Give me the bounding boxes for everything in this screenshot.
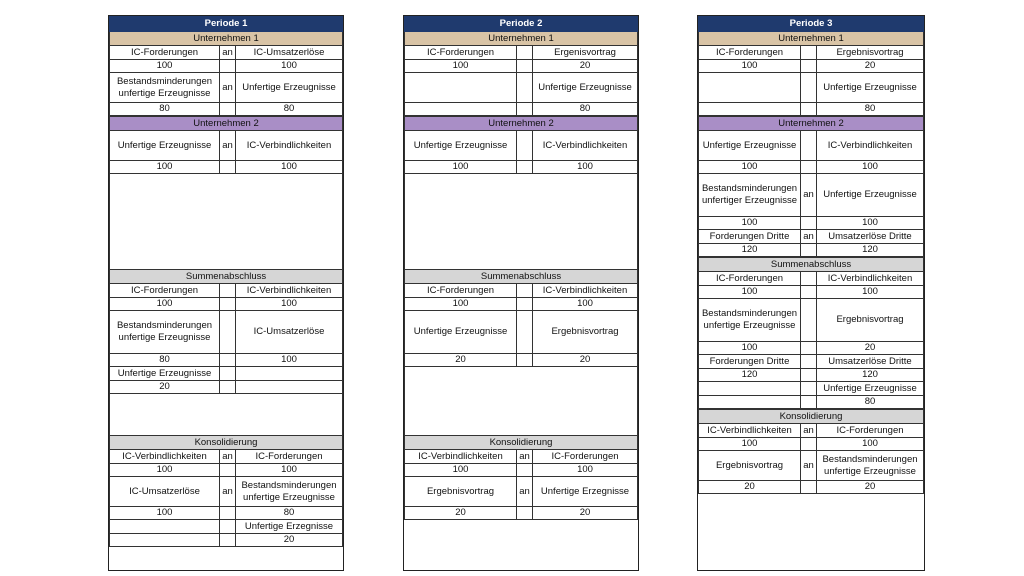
debit-cell: 100 (110, 464, 220, 477)
booking-row (699, 451, 924, 481)
an-cell (801, 299, 817, 342)
debit-cell: IC-Forderungen (110, 284, 220, 298)
booking-row (699, 396, 924, 409)
section-header: Unternehmen 1 (699, 32, 924, 46)
booking-row (110, 354, 343, 367)
debit-cell: Forderungen Dritte (699, 355, 801, 369)
section-header: Konsolidierung (699, 410, 924, 424)
an-cell (220, 534, 236, 547)
credit-cell: Bestandsminderungen unfertige Erzeugnisse (817, 451, 924, 481)
credit-cell: 100 (817, 286, 924, 299)
an-cell (220, 298, 236, 311)
debit-cell: IC-Verbindlichkeiten (110, 450, 220, 464)
booking-row (110, 161, 343, 174)
spacer (405, 174, 638, 270)
booking-row (110, 298, 343, 311)
an-cell (517, 46, 533, 60)
credit-cell: 100 (533, 161, 638, 174)
period-title: Periode 1 (110, 17, 343, 32)
an-cell (801, 161, 817, 174)
debit-cell: Unfertige Erzeugnisse (405, 131, 517, 161)
an-cell (801, 244, 817, 257)
credit-cell: Ergebnisvortrag (817, 46, 924, 60)
section-header: Konsolidierung (110, 436, 343, 450)
debit-cell: 100 (405, 464, 517, 477)
debit-cell: 20 (110, 381, 220, 394)
debit-cell: IC-Verbindlichkeiten (405, 450, 517, 464)
booking-row (405, 507, 638, 520)
an-cell (220, 367, 236, 381)
debit-cell: Ergebnisvortrag (699, 451, 801, 481)
an-cell (220, 464, 236, 477)
an-cell: an (801, 174, 817, 217)
an-cell (801, 355, 817, 369)
debit-cell: Unfertige Erzeugnisse (699, 131, 801, 161)
credit-cell: 100 (236, 60, 343, 73)
booking-row (699, 103, 924, 116)
debit-cell: 80 (110, 103, 220, 116)
booking-row (699, 382, 924, 396)
credit-cell: 120 (817, 244, 924, 257)
booking-row (699, 272, 924, 286)
debit-cell: 20 (405, 507, 517, 520)
an-cell (801, 73, 817, 103)
booking-row (110, 477, 343, 507)
booking-row (405, 103, 638, 116)
credit-cell: 120 (817, 369, 924, 382)
credit-cell: 80 (236, 507, 343, 520)
an-cell: an (801, 424, 817, 438)
periode-2-table (404, 16, 638, 520)
booking-row (110, 60, 343, 73)
booking-row (405, 131, 638, 161)
booking-row (110, 507, 343, 520)
booking-row (405, 46, 638, 60)
debit-cell: IC-Forderungen (699, 272, 801, 286)
booking-row (110, 520, 343, 534)
booking-row (699, 286, 924, 299)
credit-cell: IC-Verbindlichkeiten (236, 131, 343, 161)
period-title: Periode 3 (699, 17, 924, 32)
booking-row (699, 424, 924, 438)
credit-cell: Bestandsminderungen unfertige Erzeugnisse (236, 477, 343, 507)
booking-row (699, 73, 924, 103)
debit-cell: Unfertige Erzeugnisse (110, 367, 220, 381)
credit-cell: Ergenisvortrag (533, 46, 638, 60)
credit-cell: 100 (533, 464, 638, 477)
booking-row (110, 534, 343, 547)
credit-cell: 20 (817, 481, 924, 494)
an-cell (517, 73, 533, 103)
credit-cell: IC-Verbindlichkeiten (236, 284, 343, 298)
credit-cell: 80 (236, 103, 343, 116)
debit-cell: 100 (699, 217, 801, 230)
periode-2-panel (403, 15, 639, 571)
an-cell (801, 438, 817, 451)
credit-cell: Unfertige Erzeugnisse (817, 73, 924, 103)
debit-cell: Ergebnisvortrag (405, 477, 517, 507)
an-cell (801, 103, 817, 116)
section-header: Unternehmen 2 (110, 117, 343, 131)
an-cell (517, 131, 533, 161)
debit-cell: 100 (110, 507, 220, 520)
credit-cell: Unfertige Erzeugnisse (817, 382, 924, 396)
booking-row (699, 161, 924, 174)
debit-cell: 100 (110, 298, 220, 311)
credit-cell: 100 (817, 438, 924, 451)
booking-row (699, 217, 924, 230)
an-cell (220, 103, 236, 116)
booking-row (699, 481, 924, 494)
booking-row (699, 342, 924, 355)
an-cell (220, 507, 236, 520)
credit-cell: 20 (533, 60, 638, 73)
booking-row (699, 355, 924, 369)
spacer (110, 174, 343, 270)
debit-cell: Bestandsminderungen unfertige Erzeugnisse (110, 73, 220, 103)
debit-cell: IC-Forderungen (699, 46, 801, 60)
booking-row (110, 311, 343, 354)
an-cell: an (220, 477, 236, 507)
an-cell (801, 131, 817, 161)
an-cell (220, 311, 236, 354)
debit-cell: 80 (110, 354, 220, 367)
booking-row (699, 369, 924, 382)
debit-cell: 100 (110, 161, 220, 174)
booking-row (699, 46, 924, 60)
debit-cell (699, 73, 801, 103)
an-cell (517, 103, 533, 116)
an-cell (220, 381, 236, 394)
debit-cell (699, 382, 801, 396)
credit-cell: 100 (817, 161, 924, 174)
debit-cell: 100 (405, 298, 517, 311)
credit-cell: 20 (533, 507, 638, 520)
credit-cell: 80 (817, 103, 924, 116)
booking-row (405, 298, 638, 311)
an-cell (801, 46, 817, 60)
an-cell: an (517, 477, 533, 507)
credit-cell: IC-Verbindlichkeiten (817, 131, 924, 161)
debit-cell: 100 (699, 161, 801, 174)
debit-cell: IC-Forderungen (405, 46, 517, 60)
credit-cell: IC-Forderungen (533, 450, 638, 464)
an-cell: an (517, 450, 533, 464)
debit-cell: IC-Umsatzerlöse (110, 477, 220, 507)
debit-cell: IC-Forderungen (405, 284, 517, 298)
credit-cell: Unfertige Erzeugnisse (533, 73, 638, 103)
credit-cell: IC-Forderungen (236, 450, 343, 464)
debit-cell (699, 396, 801, 409)
credit-cell: 20 (236, 534, 343, 547)
booking-row (110, 73, 343, 103)
debit-cell: 100 (405, 60, 517, 73)
an-cell (801, 272, 817, 286)
periode-1-table (109, 16, 343, 547)
credit-cell: Ergebnisvortrag (817, 299, 924, 342)
credit-cell: 100 (533, 298, 638, 311)
booking-row (405, 477, 638, 507)
booking-row (110, 464, 343, 477)
debit-cell (110, 534, 220, 547)
credit-cell: Umsatzerlöse Dritte (817, 355, 924, 369)
an-cell (517, 354, 533, 367)
booking-row (699, 60, 924, 73)
booking-row (699, 299, 924, 342)
credit-cell: Unfertige Erzeugnisse (817, 174, 924, 217)
credit-cell: Ergebnisvortrag (533, 311, 638, 354)
debit-cell: IC-Verbindlichkeiten (699, 424, 801, 438)
credit-cell: 100 (817, 217, 924, 230)
debit-cell: 100 (699, 438, 801, 451)
debit-cell: Bestandsminderungen unfertige Erzeugnisse (699, 299, 801, 342)
an-cell (801, 342, 817, 355)
section-header: Summenabschluss (699, 258, 924, 272)
an-cell (517, 298, 533, 311)
an-cell: an (220, 131, 236, 161)
debit-cell: 100 (699, 60, 801, 73)
credit-cell: IC-Forderungen (817, 424, 924, 438)
an-cell (220, 60, 236, 73)
credit-cell (236, 367, 343, 381)
credit-cell: 20 (817, 342, 924, 355)
credit-cell: Umsatzerlöse Dritte (817, 230, 924, 244)
an-cell: an (220, 450, 236, 464)
credit-cell: 100 (236, 464, 343, 477)
periode-1-panel (108, 15, 344, 571)
booking-row (405, 73, 638, 103)
an-cell (801, 396, 817, 409)
section-header: Summenabschluss (110, 270, 343, 284)
booking-row (699, 244, 924, 257)
an-cell (220, 284, 236, 298)
section-header: Unternehmen 1 (110, 32, 343, 46)
an-cell (220, 161, 236, 174)
debit-cell (405, 103, 517, 116)
section-header: Konsolidierung (405, 436, 638, 450)
booking-row (110, 381, 343, 394)
section-header: Unternehmen 2 (405, 117, 638, 131)
booking-row (405, 464, 638, 477)
booking-row (699, 438, 924, 451)
an-cell (801, 60, 817, 73)
an-cell (517, 60, 533, 73)
debit-cell: 100 (699, 342, 801, 355)
debit-cell: IC-Forderungen (110, 46, 220, 60)
credit-cell: 100 (236, 161, 343, 174)
booking-row (405, 354, 638, 367)
credit-cell: Unfertige Erzeugnisse (236, 73, 343, 103)
booking-row (699, 174, 924, 217)
section-header: Unternehmen 2 (699, 117, 924, 131)
debit-cell: Unfertige Erzeugnisse (110, 131, 220, 161)
credit-cell: 20 (533, 354, 638, 367)
credit-cell: IC-Verbindlichkeiten (817, 272, 924, 286)
debit-cell: 100 (699, 286, 801, 299)
credit-cell: 80 (817, 396, 924, 409)
debit-cell: 120 (699, 244, 801, 257)
booking-row (110, 450, 343, 464)
debit-cell: 120 (699, 369, 801, 382)
credit-cell (236, 381, 343, 394)
an-cell (517, 284, 533, 298)
booking-row (110, 46, 343, 60)
booking-row (405, 450, 638, 464)
debit-cell: 20 (405, 354, 517, 367)
an-cell (801, 382, 817, 396)
credit-cell: Unfertige Erzegnisse (236, 520, 343, 534)
credit-cell: 100 (236, 354, 343, 367)
spacer (405, 367, 638, 436)
spacer (110, 394, 343, 436)
booking-row (110, 284, 343, 298)
booking-row (405, 284, 638, 298)
booking-row (699, 131, 924, 161)
credit-cell: 20 (817, 60, 924, 73)
debit-cell: 100 (110, 60, 220, 73)
an-cell: an (220, 46, 236, 60)
an-cell (801, 481, 817, 494)
debit-cell (699, 103, 801, 116)
an-cell (517, 161, 533, 174)
credit-cell: IC-Verbindlichkeiten (533, 131, 638, 161)
an-cell (517, 507, 533, 520)
booking-row (405, 161, 638, 174)
an-cell (801, 217, 817, 230)
debit-cell: Unfertige Erzeugnisse (405, 311, 517, 354)
an-cell (801, 369, 817, 382)
an-cell (801, 286, 817, 299)
debit-cell (110, 520, 220, 534)
booking-row (699, 230, 924, 244)
booking-row (110, 367, 343, 381)
periode-3-panel (697, 15, 925, 571)
an-cell (220, 520, 236, 534)
credit-cell: IC-Umsatzerlöse (236, 311, 343, 354)
section-header: Summenabschluss (405, 270, 638, 284)
debit-cell (405, 73, 517, 103)
booking-row (405, 311, 638, 354)
an-cell: an (801, 451, 817, 481)
debit-cell: Bestandsminderungen unfertiger Erzeugnisse (699, 174, 801, 217)
credit-cell: IC-Umsatzerlöse (236, 46, 343, 60)
section-header: Unternehmen 1 (405, 32, 638, 46)
booking-row (110, 103, 343, 116)
debit-cell: 100 (405, 161, 517, 174)
credit-cell: Unfertige Erzegnisse (533, 477, 638, 507)
debit-cell: 20 (699, 481, 801, 494)
an-cell: an (801, 230, 817, 244)
an-cell (220, 354, 236, 367)
credit-cell: IC-Verbindlichkeiten (533, 284, 638, 298)
credit-cell: 100 (236, 298, 343, 311)
booking-row (110, 131, 343, 161)
booking-row (405, 60, 638, 73)
periode-3-table (698, 16, 924, 494)
debit-cell: Bestandsminderungen unfertige Erzeugnisse (110, 311, 220, 354)
an-cell: an (220, 73, 236, 103)
an-cell (517, 464, 533, 477)
credit-cell: 80 (533, 103, 638, 116)
debit-cell: Forderungen Dritte (699, 230, 801, 244)
period-title: Periode 2 (405, 17, 638, 32)
an-cell (517, 311, 533, 354)
